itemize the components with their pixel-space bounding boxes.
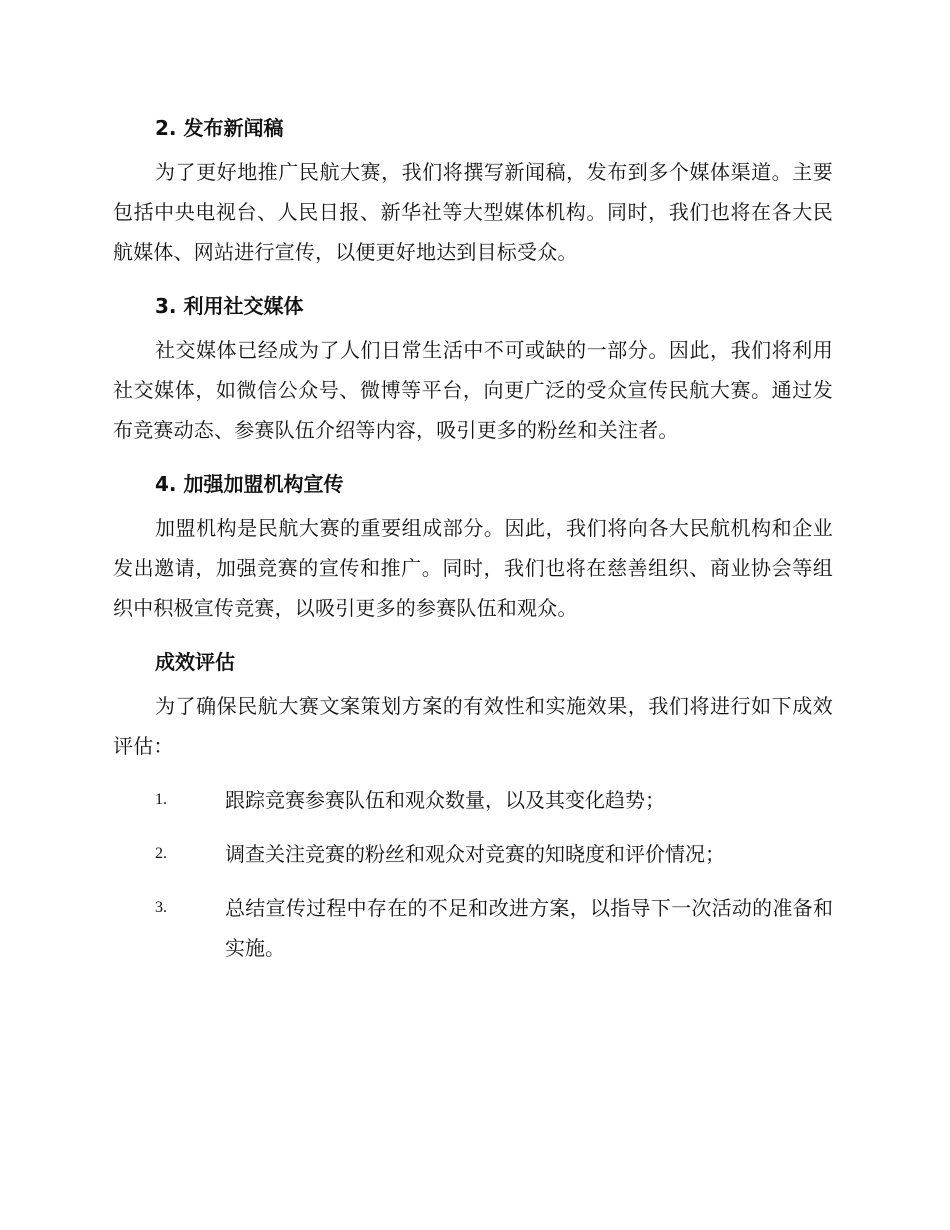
document-content <box>113 108 833 982</box>
section-paragraph-partner-promotion: 加盟机构是民航大赛的重要组成部分。因此，我们将向各大民航机构和企业发出邀请，加强竞赛的宣传和推广。同时，我们也将在慈善组织、商业协会等组织中积极宣传竞赛，以吸引更多的参赛队伍和观众。 <box>113 516 833 620</box>
section-heading-social-media: 3. 利用社交媒体 <box>155 294 304 318</box>
section-heading-evaluation: 成效评估 <box>155 650 235 674</box>
list-item <box>113 834 833 874</box>
list-item-text: 调查关注竞赛的粉丝和观众对竞赛的知晓度和评价情况； <box>225 842 725 866</box>
evaluation-list <box>113 780 833 968</box>
list-item-number: 1. <box>155 791 167 808</box>
list-item-text: 跟踪竞赛参赛队伍和观众数量，以及其变化趋势； <box>225 788 665 812</box>
list-item <box>113 780 833 820</box>
section-heading-partner-promotion: 4. 加强加盟机构宣传 <box>155 472 344 496</box>
section-paragraph-social-media: 社交媒体已经成为了人们日常生活中不可或缺的一部分。因此，我们将利用社交媒体，如微信公众号、微博等平台，向更广泛的受众宣传民航大赛。通过发布竞赛动态、参赛队伍介绍等内容，吸引更多的粉丝和关注者。 <box>113 338 833 442</box>
section-paragraph-press-release: 为了更好地推广民航大赛，我们将撰写新闻稿，发布到多个媒体渠道。主要包括中央电视台、人民日报、新华社等大型媒体机构。同时，我们也将在各大民航媒体、网站进行宣传，以便更好地达到目标受众。 <box>113 160 833 264</box>
list-item-text: 总结宣传过程中存在的不足和改进方案，以指导下一次活动的准备和实施。 <box>225 896 833 960</box>
list-item-number: 2. <box>155 845 167 862</box>
list-item <box>113 888 833 968</box>
list-item-number: 3. <box>155 899 167 916</box>
section-paragraph-evaluation: 为了确保民航大赛文案策划方案的有效性和实施效果，我们将进行如下成效评估： <box>113 694 833 758</box>
section-heading-press-release: 2. 发布新闻稿 <box>155 116 284 140</box>
